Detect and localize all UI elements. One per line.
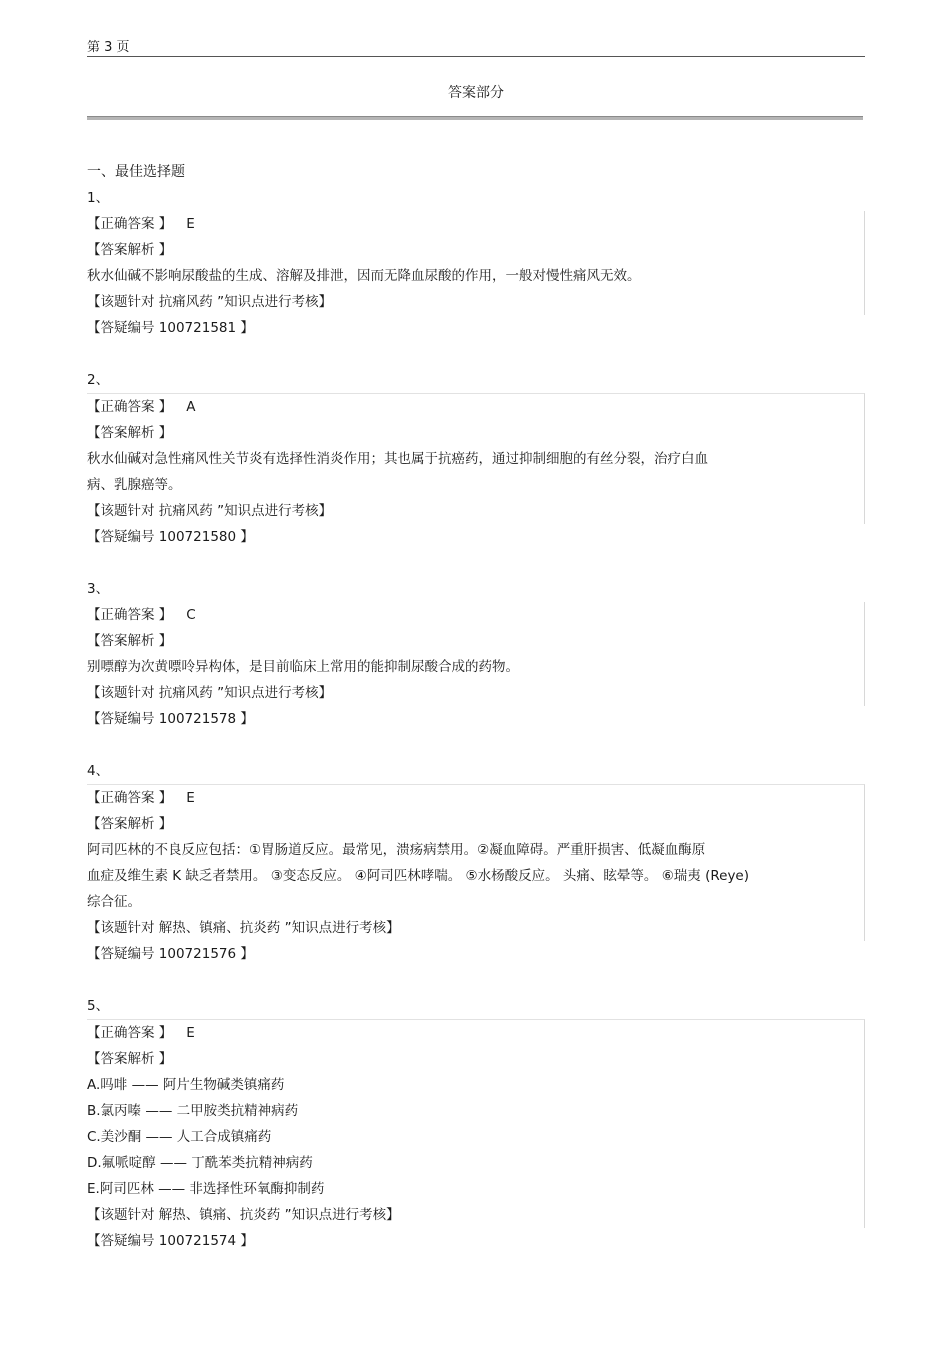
analysis-text: 秋水仙碱对急性痛风性关节炎有选择性消炎作用；其也属于抗癌药，通过抑制细胞的有丝分裂，治疗白血 [87, 451, 708, 467]
topic-note: 【该题针对 解热、镇痛、抗炎药 ”知识点进行考核】 [87, 1207, 400, 1223]
page-title: 答案部分 [448, 85, 504, 101]
answer-box [87, 211, 865, 315]
question-id: 【答疑编号 100721576 】 [87, 946, 254, 962]
correct-answer-label: 【正确答案 】 [87, 790, 173, 806]
question-block [87, 185, 865, 341]
correct-answer-row [87, 394, 864, 420]
answer-content [87, 159, 865, 1254]
topic-note: 【该题针对 抗痛风药 ”知识点进行考核】 [87, 685, 333, 701]
title-divider [87, 116, 863, 120]
topic-note: 【该题针对 解热、镇痛、抗炎药 ”知识点进行考核】 [87, 920, 400, 936]
analysis-option: A.吗啡 —— 阿片生物碱类镇痛药 [87, 1077, 285, 1093]
analysis-text: 病、乳腺癌等。 [87, 477, 182, 493]
analysis-label: 【答案解析 】 [87, 425, 173, 441]
question-id: 【答疑编号 100721574 】 [87, 1233, 254, 1249]
header-divider [87, 56, 865, 57]
correct-answer-label: 【正确答案 】 [87, 607, 173, 623]
analysis-text: 秋水仙碱不影响尿酸盐的生成、溶解及排泄，因而无降血尿酸的作用，一般对慢性痛风无效。 [87, 268, 641, 284]
correct-answer-value: A [186, 399, 196, 415]
analysis-label: 【答案解析 】 [87, 633, 173, 649]
correct-answer-row [87, 602, 864, 628]
page-number: 第 3 页 [87, 40, 130, 55]
analysis-option: D.氟哌啶醇 —— 丁酰苯类抗精神病药 [87, 1155, 313, 1171]
analysis-label: 【答案解析 】 [87, 1051, 173, 1067]
answer-box [87, 393, 865, 524]
topic-note: 【该题针对 抗痛风药 ”知识点进行考核】 [87, 503, 333, 519]
correct-answer-row [87, 785, 864, 811]
correct-answer-row [87, 1020, 864, 1046]
question-number: 2、 [87, 372, 110, 388]
correct-answer-value: E [186, 216, 195, 232]
correct-answer-value: C [186, 607, 196, 623]
correct-answer-label: 【正确答案 】 [87, 399, 173, 415]
correct-answer-value: E [186, 790, 195, 806]
question-number: 4、 [87, 763, 110, 779]
correct-answer-label: 【正确答案 】 [87, 216, 173, 232]
question-block [87, 576, 865, 732]
section-heading: 一、最佳选择题 [87, 164, 185, 180]
question-id: 【答疑编号 100721578 】 [87, 711, 254, 727]
question-block [87, 993, 865, 1254]
topic-note: 【该题针对 抗痛风药 ”知识点进行考核】 [87, 294, 333, 310]
question-block [87, 367, 865, 550]
answer-box [87, 602, 865, 706]
analysis-text: 阿司匹林的不良反应包括：①胃肠道反应。最常见，溃疡病禁用。②凝血障碍。严重肝损害、低凝血酶原 [87, 842, 706, 858]
question-id: 【答疑编号 100721581 】 [87, 320, 254, 336]
analysis-option: E.阿司匹林 —— 非选择性环氧酶抑制药 [87, 1181, 325, 1197]
question-number: 3、 [87, 581, 110, 597]
analysis-label: 【答案解析 】 [87, 816, 173, 832]
analysis-text: 综合征。 [87, 894, 141, 910]
correct-answer-label: 【正确答案 】 [87, 1025, 173, 1041]
correct-answer-row [87, 211, 864, 237]
question-number: 5、 [87, 998, 110, 1014]
correct-answer-value: E [186, 1025, 195, 1041]
question-number: 1、 [87, 190, 110, 206]
answer-box [87, 1019, 865, 1228]
answer-box [87, 784, 865, 941]
analysis-option: B.氯丙嗪 —— 二甲胺类抗精神病药 [87, 1103, 299, 1119]
analysis-text: 别嘌醇为次黄嘌呤异构体，是目前临床上常用的能抑制尿酸合成的药物。 [87, 659, 519, 675]
analysis-text: 血症及维生素 K 缺乏者禁用。 ③变态反应。 ④阿司匹林哮喘。 ⑤水杨酸反应。 头痛、眩晕等。 ⑥瑞夷 (Reye) [87, 868, 749, 884]
question-id: 【答疑编号 100721580 】 [87, 529, 254, 545]
analysis-option: C.美沙酮 —— 人工合成镇痛药 [87, 1129, 272, 1145]
question-block [87, 758, 865, 967]
analysis-label: 【答案解析 】 [87, 242, 173, 258]
